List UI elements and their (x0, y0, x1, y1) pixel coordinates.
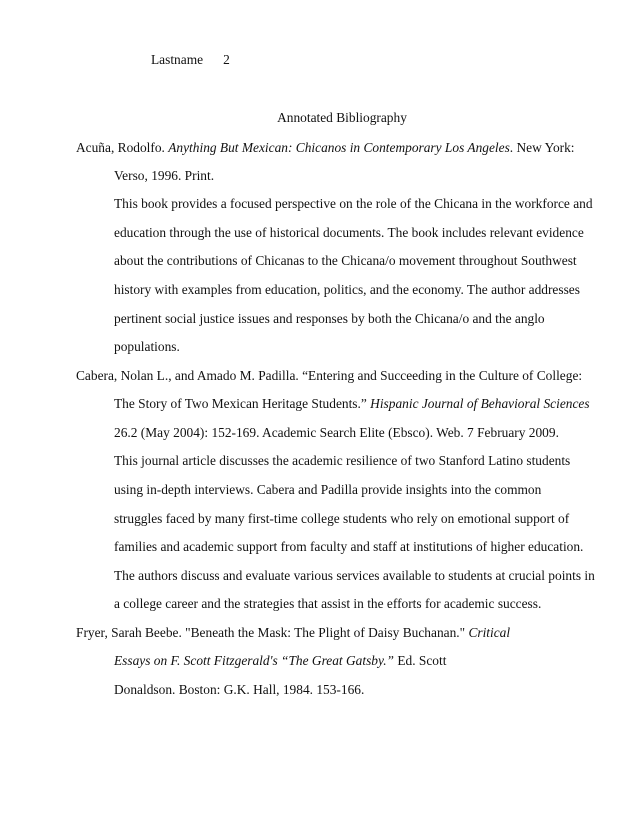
citation-line: Acuña, Rodolfo. Anything But Mexican: Chicanos in Contemporary Los Angeles. New York: (76, 140, 575, 155)
citation-line: Essays on F. Scott Fitzgerald's “The Great Gatsby.” Ed. Scott (114, 653, 447, 668)
annotation-line: families and academic support from faculty and staff at institutions of higher education. (114, 539, 584, 554)
citation-line: Fryer, Sarah Beebe. "Beneath the Mask: The Plight of Daisy Buchanan." Critical (76, 625, 511, 640)
annotation-line: about the contributions of Chicanas to the Chicana/o movement throughout Southwest (114, 253, 577, 268)
annotation-line: struggles faced by many first-time college students who rely on emotional support of (114, 511, 570, 526)
header-page-number: 2 (223, 52, 230, 67)
running-header (151, 52, 230, 68)
annotation-line: using in-depth interviews. Cabera and Padilla provide insights into the common (114, 482, 542, 497)
citation-line: Donaldson. Boston: G.K. Hall, 1984. 153-166. (114, 682, 365, 697)
annotation-line: history with examples from education, politics, and the economy. The author addresses (114, 282, 580, 297)
annotation-line: The authors discuss and evaluate various services available to students at crucial points in (114, 568, 595, 583)
annotation-line: pertinent social justice issues and responses by both the Chicana/o and the anglo (114, 311, 545, 326)
citation-journal-title: Hispanic Journal of Behavioral Sciences (370, 396, 590, 411)
citation-line: Verso, 1996. Print. (114, 168, 215, 183)
citation-book-title: Anything But Mexican: Chicanos in Contemporary Los Angeles (168, 140, 510, 155)
annotation-line: education through the use of historical documents. The book includes relevant evidence (114, 225, 584, 240)
citation-book-title: Essays on F. Scott Fitzgerald's “The Great Gatsby.” (114, 653, 394, 668)
citation-book-title: Critical (468, 625, 511, 640)
header-lastname: Lastname (151, 52, 204, 67)
citation-line: 26.2 (May 2004): 152-169. Academic Search Elite (Ebsco). Web. 7 February 2009. (114, 425, 559, 440)
annotation-line: populations. (114, 339, 180, 354)
citation-line: The Story of Two Mexican Heritage Students.” Hispanic Journal of Behavioral Sciences (114, 396, 590, 411)
annotation-line: a college career and the strategies that assist in the efforts for academic success. (114, 596, 542, 611)
annotation-line: This journal article discusses the academic resilience of two Stanford Latino students (114, 453, 571, 468)
annotation-line: This book provides a focused perspective on the role of the Chicana in the workforce and (114, 196, 593, 211)
citation-line: Cabera, Nolan L., and Amado M. Padilla. “Entering and Succeeding in the Culture of College: (76, 368, 583, 383)
page-title: Annotated Bibliography (277, 110, 407, 125)
